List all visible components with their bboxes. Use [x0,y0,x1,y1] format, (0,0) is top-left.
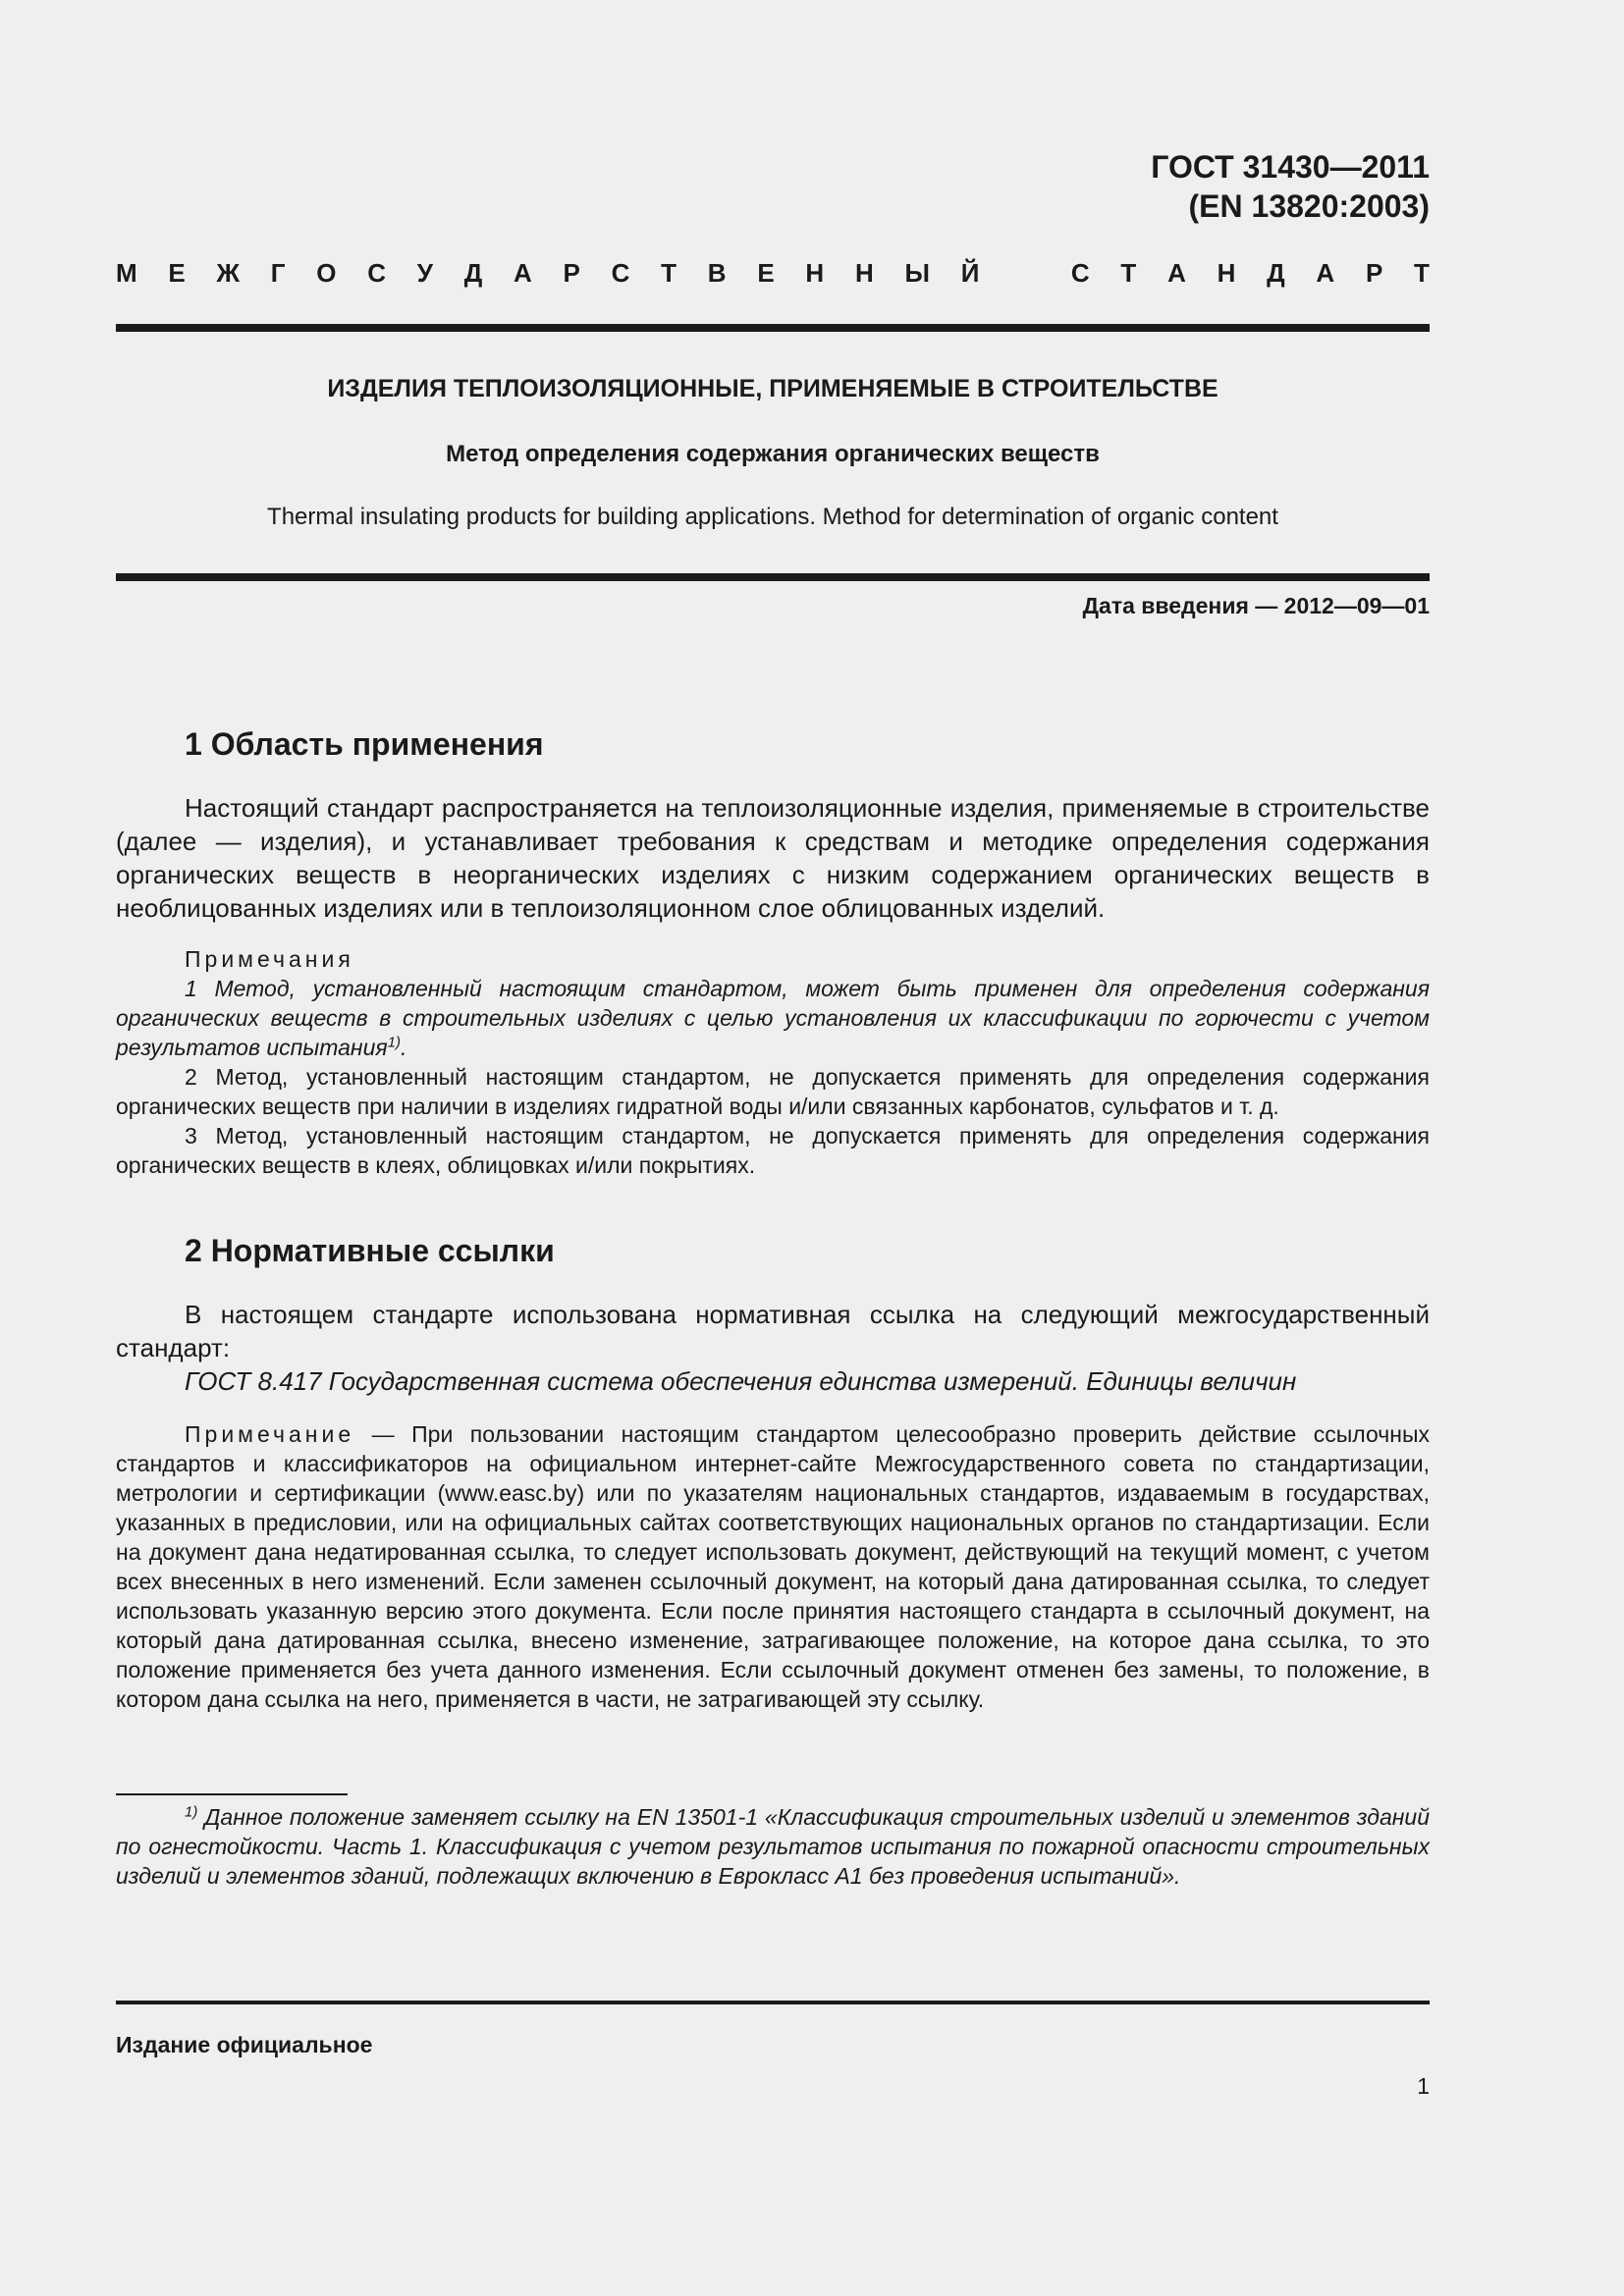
interstate-letter: Р [563,258,580,288]
word-gap [1010,257,1040,289]
interstate-standard-label [116,257,1430,289]
introduction-date: Дата введения — 2012—09—01 [1082,593,1430,618]
standard-number-block [1151,147,1430,226]
english-title: Thermal insulating products for building applications. Method for determination of organic content [267,504,1278,530]
interstate-letter: В [707,258,727,288]
interstate-letter: Е [757,258,775,288]
interstate-letter: Ы [904,258,930,288]
interstate-letter: Д [1267,258,1285,288]
interstate-letter: Н [805,258,825,288]
footnote-rule [116,1793,348,1795]
footnote [116,1802,1430,1891]
normative-reference: ГОСТ 8.417 Государственная система обеспечения единства измерений. Единицы величин [185,1366,1297,1396]
section-2-paragraph: В настоящем стандарте использована нормативная ссылка на следующий межгосударственный стандарт: [116,1300,1430,1362]
page-number: 1 [1417,2073,1430,2099]
notes-label: Примечания [185,946,354,972]
interstate-letter: Р [1365,258,1383,288]
interstate-letter: С [367,258,387,288]
document-subtitle: Метод определения содержания органических веществ [446,441,1100,467]
en-number: (EN 13820:2003) [1188,188,1430,224]
section-2-note [116,1419,1430,1714]
section-2-heading: 2 Нормативные ссылки [185,1233,555,1268]
note-1-end: . [400,1035,407,1060]
interstate-letter: У [416,258,433,288]
interstate-letter: С [611,258,630,288]
section-2-note-paragraph [116,1419,1430,1714]
interstate-letter: Н [1217,258,1236,288]
note-1 [116,974,1430,1062]
interstate-letter: Т [1414,258,1430,288]
footer-rule [116,2001,1430,2004]
section-1-paragraph: Настоящий стандарт распространяется на теплоизоляционные изделия, применяемые в строительстве (далее — изделия), и устанавливает требования к средствам и методике определения содержания органических веществ в неорганических изделиях с низким содержанием органических веществ в необлицованных изделиях или в теплоизоляционном слое облицованных изделий. [116,793,1430,923]
interstate-letter: Н [854,258,874,288]
official-edition-label: Издание официальное [116,2032,373,2057]
interstate-letter: Г [270,258,286,288]
interstate-letter: А [514,258,532,288]
section-1-heading: 1 Область применения [185,726,544,762]
note-label: Примечание [185,1421,355,1447]
note-3: 3 Метод, установленный настоящим стандартом, не допускается применять для определения содержания органических веществ в клеях, облицовках и/или покрытиях. [116,1123,1430,1178]
gost-number: ГОСТ 31430—2011 [1151,149,1430,185]
interstate-letter: Д [463,258,483,288]
interstate-letter: А [1316,258,1335,288]
footnote-ref: 1) [387,1034,401,1051]
document-title: ИЗДЕЛИЯ ТЕПЛОИЗОЛЯЦИОННЫЕ, ПРИМЕНЯЕМЫЕ В СТРОИТЕЛЬСТВЕ [327,375,1218,402]
interstate-letter: О [316,258,337,288]
footnote-text: Данное положение заменяет ссылку на EN 13501-1 «Классификация строительных изделий и элементов зданий по огнестойкости. Часть 1. Классификация с учетом результатов испытания по пожарной опасности строительных изделий и элементов зданий, подлежащих включению в Еврокласс А1 без проведения испытаний». [116,1804,1430,1889]
section-1-notes [116,944,1430,1180]
header-rule [116,324,1430,332]
interstate-letter: С [1070,258,1090,288]
interstate-letter: Ж [216,258,241,288]
note-text: — При пользовании настоящим стандартом целесообразно проверить действие ссылочных стандартов и классификаторов на официальном интернет-сайте Межгосударственного совета по стандартизации, метрологии и сертификации (www.easc.by) или по указателям национальных стандартов, издаваемым в государствах, указанных в предисловии, или на официальных сайтах соответствующих национальных органов по стандартизации. Если на документ дана недатированная ссылка, то следует использовать документ, действующий на текущий момент, с учетом всех внесенных в него изменений. Если заменен ссылочный документ, на который дана датированная ссылка, то следует использовать указанную версию этого документа. Если после принятия настоящего стандарта в ссылочный документ, на который дана датированная ссылка, внесено изменение, затрагивающее положение, на которое дана ссылка, то это положение применяется без учета данного изменения. Если ссылочный документ отменен без замены, то положение, в котором дана ссылка на него, применяется в части, не затрагивающей эту ссылку. [116,1421,1430,1712]
interstate-letter: Е [168,258,186,288]
note-2: 2 Метод, установленный настоящим стандартом, не допускается применять для определения содержания органических веществ при наличии в изделиях гидратной воды и/или связанных карбонатов, сульфатов и т. д. [116,1064,1430,1119]
interstate-letter: Т [1120,258,1137,288]
interstate-letter: Т [661,258,677,288]
document-page [116,0,1430,2296]
footnote-marker: 1) [185,1803,198,1821]
interstate-letter: М [116,258,137,288]
note-1-text: 1 Метод, установленный настоящим стандартом, может быть применен для определения содержания органических веществ в строительных изделиях с целью установления их классификации по горючести с учетом результатов испытания [116,976,1430,1060]
interstate-letter: Й [960,258,980,288]
title-rule [116,573,1430,581]
interstate-letter: А [1167,258,1186,288]
